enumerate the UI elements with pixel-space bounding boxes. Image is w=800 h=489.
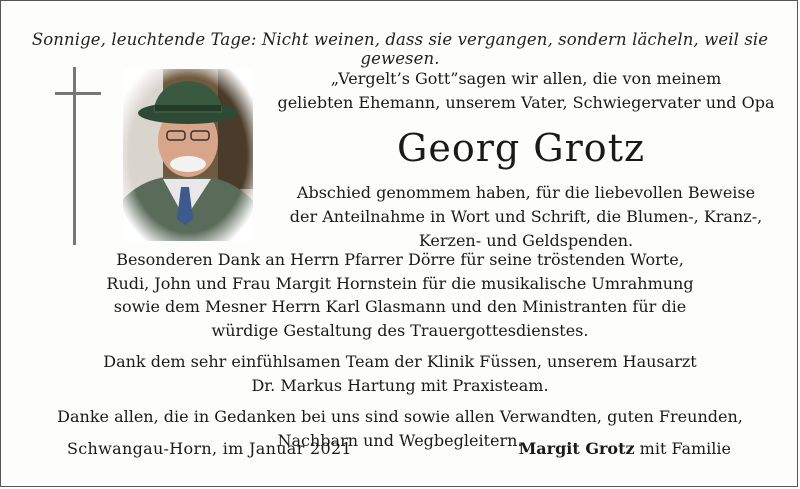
intro-line: geliebten Ehemann, unserem Vater, Schwiegervater und Opa	[277, 93, 775, 112]
cross-icon-bar	[55, 92, 101, 95]
paragraph-line: Nachbarn und Wegbegleitern.	[277, 430, 523, 450]
signature	[519, 439, 731, 458]
thanks-line: der Anteilnahme in Wort und Schrift, die Blumen-, Kranz-,	[289, 207, 763, 226]
paragraph-line: Danke allen, die in Gedanken bei uns sind sowie allen Verwandten, guten Freunden,	[57, 407, 743, 426]
paragraph-line: Dr. Markus Hartung mit Praxisteam.	[251, 375, 549, 395]
paragraph	[21, 350, 779, 397]
motto-text: Sonnige, leuchtende Tage: Nicht weinen, dass sie vergangen, sondern lächeln, weil sie gewesen.	[31, 30, 769, 68]
thanks-line: Kerzen- und Geldspenden.	[418, 231, 634, 250]
place-date: Schwangau-Horn, im Januar 2021	[67, 439, 352, 458]
paragraph-line: würdige Gestaltung des Trauergottesdienstes.	[211, 320, 589, 340]
signature-suffix: mit Familie	[634, 439, 731, 458]
paragraph-line: sowie dem Mesner Herrn Karl Glasmann und den Ministranten für die	[113, 297, 687, 316]
paragraph	[21, 248, 779, 342]
thanks-text	[256, 181, 796, 253]
paragraph-line: Besonderen Dank an Herrn Pfarrer Dörre für seine tröstenden Worte,	[116, 250, 684, 269]
thanks-line: Abschied genommem haben, für die liebevollen Beweise	[296, 183, 756, 202]
paragraph-line: Dank dem sehr einfühlsamen Team der Klinik Füssen, unserem Hausarzt	[103, 352, 697, 371]
signature-name: Margit Grotz	[518, 439, 635, 458]
intro-line: „Vergelt’s Gott”sagen wir allen, die von meinem	[330, 69, 722, 88]
deceased-name: Georg Grotz	[397, 126, 645, 170]
paragraph-line: Rudi, John und Frau Margit Hornstein für die musikalische Umrahmung	[106, 273, 694, 293]
intro-text	[256, 67, 796, 115]
acknowledgements	[21, 248, 779, 460]
portrait-photo	[123, 69, 253, 241]
